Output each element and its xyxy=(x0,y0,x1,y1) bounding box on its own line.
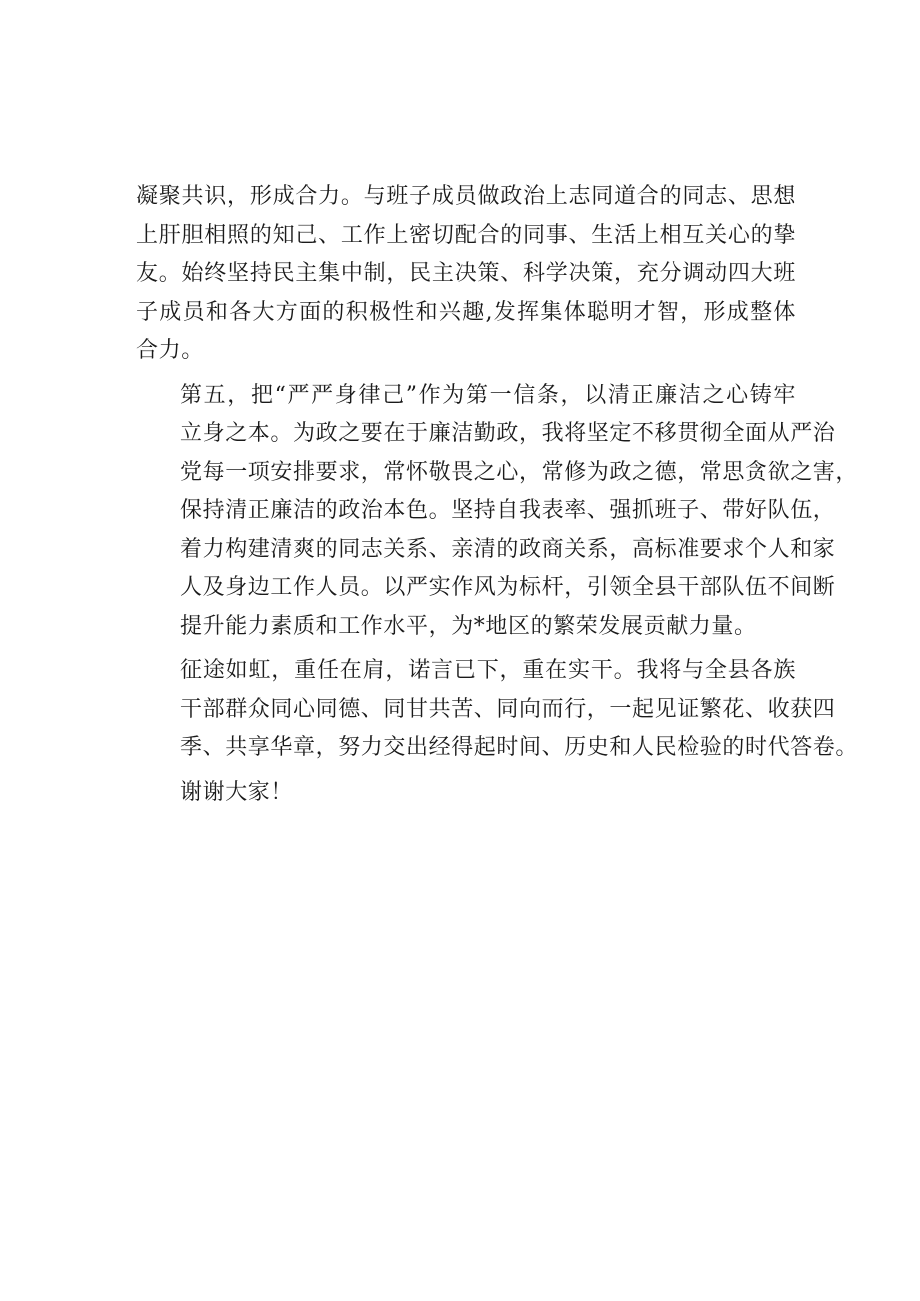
paragraph-line: 保持清正廉洁的政治本色。坚持自我表率、强抓班子、带好队伍， xyxy=(180,498,836,523)
document-body xyxy=(136,178,859,812)
paragraph-line: 着力构建清爽的同志关系、亲清的政商关系，高标准要求个人和家 xyxy=(180,536,836,562)
paragraph-line: 凝聚共识，形成合力。与班子成员做政治上志同道合的同志、思想 xyxy=(136,184,796,209)
paragraph-line: 友。始终坚持民主集中制，民主决策、科学决策，充分调动四大班 xyxy=(136,261,796,286)
paragraph-line: 立身之本。为政之要在于廉洁勤政，我将坚定不移贯彻全面从严治 xyxy=(180,421,836,446)
paragraph-line: 合力。 xyxy=(136,338,204,363)
paragraph-line: 谢谢大家！ xyxy=(180,779,294,805)
body-paragraph xyxy=(136,774,796,813)
body-paragraph xyxy=(136,652,859,768)
paragraph-line: 季、共享华章，努力交出经得起时间、历史和人民检验的时代答卷。 xyxy=(180,735,859,760)
paragraph-line: 提升能力素质和工作水平，为*地区的繁荣发展贡献力量。 xyxy=(180,613,757,639)
body-paragraph xyxy=(136,178,796,371)
body-paragraph xyxy=(136,377,859,647)
paragraph-line: 征途如虹，重任在肩，诺言已下，重在实干。我将与全县各族 xyxy=(180,658,796,683)
paragraph-line: 党每一项安排要求，常怀敬畏之心，常修为政之德，常思贪欲之害， xyxy=(180,459,859,485)
paragraph-line: 人及身边工作人员。以严实作风为标杆，引领全县干部队伍不间断 xyxy=(180,575,836,600)
paragraph-line: 干部群众同心同德、同甘共苦、同向而行，一起见证繁花、收获四 xyxy=(180,696,836,722)
paragraph-line: 子成员和各大方面的积极性和兴趣,发挥集体聪明才智，形成整体 xyxy=(136,299,796,325)
paragraph-line: 第五，把“严严身律己”作为第一信条，以清正廉洁之心铸牢 xyxy=(180,382,796,408)
paragraph-line: 上肝胆相照的知己、工作上密切配合的同事、生活上相互关心的挚 xyxy=(136,222,796,248)
